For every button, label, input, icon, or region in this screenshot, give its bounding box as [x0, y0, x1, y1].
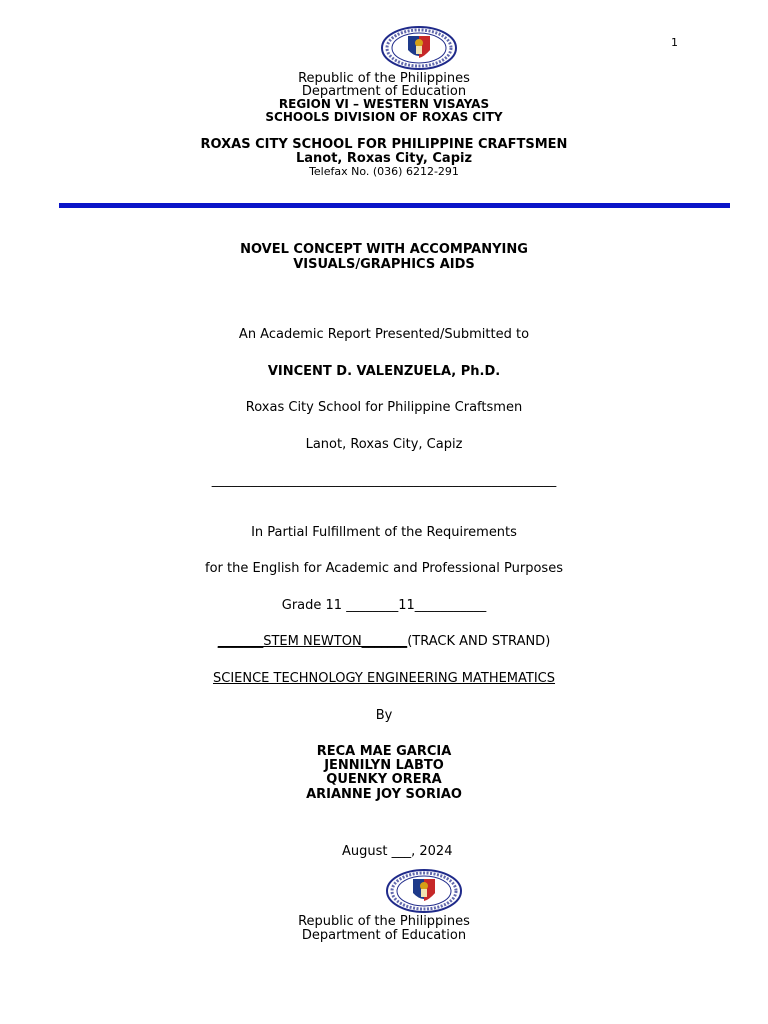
author-name: ARIANNE JOY SORIAO — [306, 787, 462, 802]
presented-to: An Academic Report Presented/Submitted to — [238, 327, 530, 342]
page-number: 1 — [671, 36, 678, 49]
grade-value: ________11___________ — [346, 598, 487, 613]
subject-text: for the English for Academic and Professional Purposes — [205, 561, 563, 576]
by-label: By — [375, 708, 393, 723]
footer-republic: Republic of the Philippines — [298, 914, 470, 929]
section-divider: _____________________________________________________ — [211, 473, 557, 488]
track-line — [0, 635, 768, 649]
teacher-name: VINCENT D. VALENZUELA, Ph.D. — [267, 364, 501, 379]
author-name: RECA MAE GARCIA — [316, 744, 452, 759]
track-label: (TRACK AND STRAND) — [407, 634, 551, 649]
grade-label: Grade 11 — [281, 598, 347, 613]
header-telefax: Telefax No. (036) 6212-291 — [309, 165, 459, 178]
footer-department: Department of Education — [301, 928, 467, 943]
report-date: August ___, 2024 — [342, 844, 453, 859]
header-address: Lanot, Roxas City, Capiz — [295, 151, 473, 166]
header-school: ROXAS CITY SCHOOL FOR PHILIPPINE CRAFTSMEN — [200, 137, 568, 152]
grade-line — [0, 599, 768, 613]
author-name: JENNILYN LABTO — [324, 758, 444, 773]
report-title-line2: VISUALS/GRAPHICS AIDS — [293, 257, 475, 272]
fulfillment-text: In Partial Fulfillment of the Requirements — [251, 525, 517, 540]
strand-full: SCIENCE TECHNOLOGY ENGINEERING MATHEMATICS — [212, 671, 556, 686]
deped-seal-icon — [385, 869, 463, 913]
track-value: _______STEM NEWTON_______ — [217, 634, 408, 649]
header-republic: Republic of the Philippines — [298, 71, 470, 86]
report-title-line1: NOVEL CONCEPT WITH ACCOMPANYING — [240, 242, 528, 257]
deped-seal-icon — [380, 26, 458, 70]
teacher-address: Lanot, Roxas City, Capiz — [305, 437, 463, 452]
header-department: Department of Education — [301, 84, 467, 99]
author-name: QUENKY ORERA — [326, 772, 442, 787]
header-divider-rule — [59, 203, 730, 208]
header-region: REGION VI – WESTERN VISAYAS — [278, 97, 490, 111]
teacher-school: Roxas City School for Philippine Craftsmen — [245, 400, 523, 415]
header-division: SCHOOLS DIVISION OF ROXAS CITY — [265, 110, 503, 124]
